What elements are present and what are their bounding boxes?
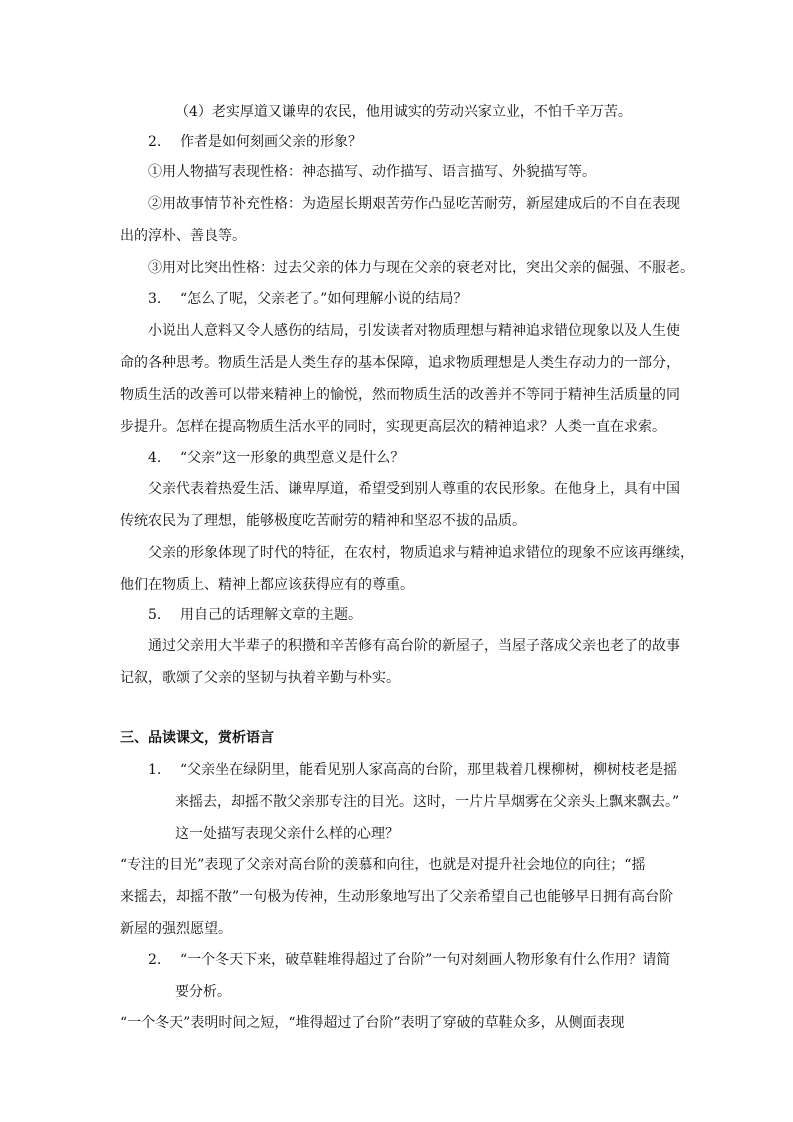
answer-line: 小说出人意料又令人感伤的结局，引发读者对物质理想与精神追求错位现象以及人生使 xyxy=(148,323,680,339)
question-1 xyxy=(148,760,677,780)
question-number: 2. xyxy=(148,952,162,968)
answer-line: 父亲代表着热爱生活、谦卑厚道，希望受到别人尊重的农民形象。在他身上，具有中国 xyxy=(148,481,680,497)
question-2b xyxy=(148,950,670,970)
answer-line: “一个冬天”表明时间之短，“堆得超过了台阶”表明了穿破的草鞋众多，从侧面表现 xyxy=(120,1015,625,1031)
question-text: 作者是如何刻画父亲的形象？ xyxy=(180,134,362,150)
question-number: 5. xyxy=(148,607,162,623)
answer-line: “专注的目光”表现了父亲对高台阶的羡慕和向往，也就是对提升社会地位的向往；“摇 xyxy=(120,857,646,873)
answer-line: 父亲的形象体现了时代的特征，在农村，物质追求与精神追求错位的现象不应该再继续， xyxy=(148,545,694,561)
question-number: 2. xyxy=(148,134,162,150)
question-text: “怎么了呢，父亲老了。”如何理解小说的结局？ xyxy=(180,291,468,307)
section-heading: 三、品读课文，赏析语言 xyxy=(120,730,274,746)
answer-line: 新屋的强烈愿望。 xyxy=(120,921,232,937)
answer-line: 通过父亲用大半辈子的积攒和辛苦修有高台阶的新屋子，当屋子落成父亲也老了的故事 xyxy=(148,638,680,654)
question-text-line: 来摇去，却摇不散父亲那专注的目光。这时，一片片旱烟雾在父亲头上飘来飘去。” xyxy=(175,794,680,810)
question-text: “父亲”这一形象的典型意义是什么？ xyxy=(180,450,405,466)
answer-line: 记叙，歌颂了父亲的坚韧与执着辛勤与朴实。 xyxy=(120,670,400,686)
question-2 xyxy=(148,132,362,152)
question-text: “父亲坐在绿阴里，能看见别人家高高的台阶，那里栽着几棵柳树，柳树枝老是摇 xyxy=(180,762,678,778)
answer-line: 命的各种思考。物质生活是人类生存的基本保障，追求物质理想是人类生存动力的一部分， xyxy=(120,355,680,371)
question-number: 3. xyxy=(148,291,162,307)
question-text-line: 这一处描写表现父亲什么样的心理？ xyxy=(175,826,399,842)
question-3 xyxy=(148,289,467,309)
answer-line: ③用对比突出性格：过去父亲的体力与现在父亲的衰老对比，突出父亲的倔强、不服老。 xyxy=(148,260,694,276)
question-text-line: 要分析。 xyxy=(175,984,231,1000)
question-number: 4. xyxy=(148,450,162,466)
answer-line: 物质生活的改善可以带来精神上的愉悦，然而物质生活的改善并不等同于精神生活质量的同 xyxy=(120,387,680,403)
question-text: “一个冬天下来，破草鞋堆得超过了台阶”一句对刻画人物形象有什么作用？请简 xyxy=(180,952,671,968)
question-4 xyxy=(148,448,404,468)
answer-line: ②用故事情节补充性格：为造屋长期艰苦劳作凸显吃苦耐劳，新屋建成后的不自在表现 xyxy=(148,196,680,212)
answer-line: ①用人物描写表现性格：神态描写、动作描写、语言描写、外貌描写等。 xyxy=(148,164,596,180)
answer-line: 步提升。怎样在提高物质生活水平的同时，实现更高层次的精神追求？人类一直在求索。 xyxy=(120,419,666,435)
answer-line: 出的淳朴、善良等。 xyxy=(120,228,246,244)
question-5 xyxy=(148,605,362,625)
answer-line: 来摇去，却摇不散”一句极为传神，生动形象地写出了父亲希望自己也能够早日拥有高台阶 xyxy=(120,889,674,905)
answer-line: 他们在物质上、精神上都应该获得应有的尊重。 xyxy=(120,577,414,593)
answer-line: （4）老实厚道又谦卑的农民，他用诚实的劳动兴家立业，不怕千辛万苦。 xyxy=(175,104,632,120)
answer-line: 传统农民为了理想，能够极度吃苦耐劳的精神和坚忍不拔的品质。 xyxy=(120,513,526,529)
question-text: 用自己的话理解文章的主题。 xyxy=(180,607,362,623)
question-number: 1. xyxy=(148,762,162,778)
